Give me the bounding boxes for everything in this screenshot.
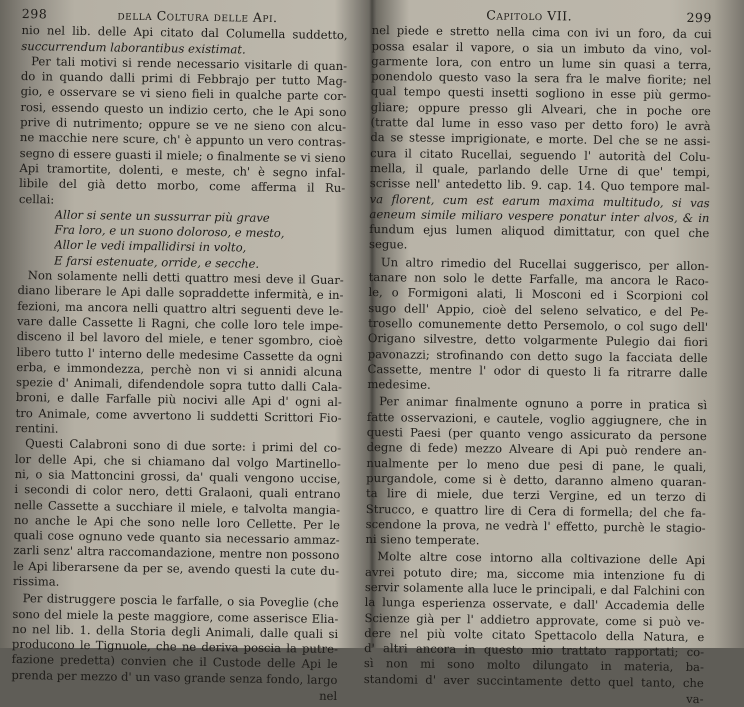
- text-line: garmente lora, con entro un lume sin quasi a terra,: [371, 53, 712, 73]
- text-line: questi Paesi (per quanto vengo assicurato da persone: [366, 424, 707, 444]
- running-head-title: della Coltura delle Api.: [117, 7, 278, 26]
- verse-quotation: [54, 207, 345, 273]
- running-head: [372, 6, 712, 25]
- paragraph: [365, 394, 707, 551]
- paragraph: [364, 549, 706, 691]
- text-line: fatte osservazioni, e cautele, voglio aggiugnere, che in: [366, 409, 708, 428]
- text-line: fazione predetta) convien che il Custode delle Api le: [11, 652, 338, 672]
- text-line: no nel lib. 1. della Storia degli Animali, dalle quali si: [12, 621, 339, 641]
- text-line: cellai:: [18, 191, 55, 207]
- verse-line: Allor si sente un sussurrar più grave: [54, 207, 270, 225]
- text-line: sono del miele la peste maggiore, come asserisce Elia-: [12, 606, 339, 626]
- text-line: vare dalle Cassette li Ragni, che colle loro tele impe-: [16, 313, 344, 334]
- text-line: ni, o sia Mattoncini grossi, da' quali vengono uccise,: [14, 466, 341, 486]
- text-line: tanare non solo le dette Farfalle, ma ancora le Raco-: [368, 270, 709, 289]
- text-line: rentini.: [15, 420, 59, 436]
- catchword: nel: [319, 688, 338, 704]
- text-line: trosello comunemente detto Persemolo, o col sugo dell': [368, 315, 709, 335]
- text-line: libero tutto l' interno delle medesime Cassette da ogni: [16, 344, 343, 364]
- text-line: nelle Cassette a succhiare il miele, e talvolta mangia-: [14, 497, 341, 517]
- text-line: Scienze già per l' addietro approvate, come si può ve-: [364, 610, 705, 629]
- text-line: Cassette, mentre l' odor di questo li fa ritrarre dalle: [367, 361, 708, 380]
- text-line: libile del già detto morbo, come afferma il Ru-: [19, 176, 346, 196]
- text-line: va florent, cum est earum maxima multitudo, si vas: [369, 191, 710, 210]
- text-line: le Api liberarsene da per se, avendo questi la cute du-: [13, 558, 340, 578]
- text-line: ne macchie nere scure, ch' è appunto un vero contras-: [19, 130, 347, 150]
- text-line: spezie d' Animali, difendendole sopra tutto dalli Cala-: [15, 375, 343, 395]
- text-line: (tratte dal lume in esso vaso per detto foro) le avrà: [370, 115, 711, 134]
- text-line: Un altro rimedio del Rucellai suggerisco, per allon-: [380, 254, 709, 273]
- text-line: d' altri ancora in questo mio trattato rapportati; co-: [364, 641, 705, 660]
- text-line: prive di nutrimento; oppure se ve ne sieno con alcu-: [20, 115, 347, 135]
- text-line: ni sieno temperate.: [365, 532, 480, 548]
- text-line: standomi d' aver succintamente detto quel tanto, che: [363, 671, 704, 690]
- text-line: gliare; oppure presso gli Alveari, che in poche ore: [370, 99, 711, 118]
- text-line: segno di essere guasti il miele; o finalmente se vi sieno: [19, 145, 346, 165]
- text-line: broni, e dalle Farfalle più nocivi alle Api d' ogni al-: [15, 390, 342, 410]
- text-line: aeneum simile miliaro vespere ponatur inter alvos, & in: [369, 206, 710, 225]
- text-line: segue.: [369, 237, 408, 252]
- text-line: prenda per mezzo d' un vaso grande senza fondo, largo: [11, 667, 338, 687]
- right-page: [363, 6, 712, 707]
- verse-line: E farsi estenuate, orride, e secche.: [53, 253, 260, 271]
- text-line: sugo dell' Appio, cioè del seleno selvatico, e del Pe-: [368, 300, 709, 319]
- text-line: da se stesse imprigionate, e morte. Del che se ne assi-: [370, 130, 711, 149]
- text-line: dere nel più volte citato Spettacolo della Natura, e: [364, 625, 705, 644]
- text-line: cura il citato Rucellai, seguendo l' autorità del Colu-: [370, 145, 711, 164]
- text-line: Per animar finalmente ognuno a porre in pratica sì: [379, 394, 708, 413]
- paragraph: [21, 23, 347, 59]
- running-head-title: Capitolo VII.: [486, 7, 573, 24]
- text-line: disceno il bel lavoro del miele, e tener sgombro, cioè: [16, 329, 343, 349]
- page-number: 299: [686, 9, 712, 26]
- text-line: nel piede e stretto nella cima con ivi un foro, da cui: [371, 23, 712, 42]
- verse-line: Fra loro, e un suono doloroso, e mesto,: [54, 222, 285, 241]
- text-line: zarli senz' altra raccomandazione, mentre non possono: [13, 543, 340, 563]
- text-line: gio, e osservare se vi sieno fieli in qualche parte cor-: [20, 84, 347, 104]
- text-line: le, o Formigoni alati, li Mosconi ed i Scorpioni col: [368, 285, 709, 304]
- text-line: diano liberare le Api dalle sopraddette infermità, e in-: [17, 283, 344, 303]
- text-line: producono le Tignuole, che ne deriva poscia la putre-: [11, 637, 339, 657]
- text-line: lor delle Api, che si chiamano dal volgo Martinello-: [14, 451, 341, 471]
- paragraph: [11, 591, 338, 688]
- text-line: sì non mi sono molto dilungato in materia, ba-: [363, 656, 705, 675]
- text-line: nualmente per lo meno due pesi di pane, le quali,: [366, 455, 707, 474]
- page-number: 298: [21, 6, 48, 22]
- text-line: i secondi di color nero, detti Gralaoni, quali entrano: [14, 482, 341, 502]
- left-page: [11, 6, 348, 704]
- text-line: fundum ejus lumen aliquod dimittatur, con quel che: [369, 222, 710, 241]
- text-line: rosi, essendo questo un indizio certo, che le Api sono: [20, 99, 347, 119]
- text-line: ponendolo questo vaso la sera fra le malve fiorite; nel: [371, 69, 712, 88]
- paragraph: [369, 23, 712, 257]
- text-line: Molte altre cose intorno alla coltivazione delle Api: [377, 549, 706, 568]
- text-line: ta lire di miele, due terzi Vergine, ed un terzo di: [365, 486, 707, 505]
- paragraph: [15, 268, 344, 441]
- text-line: la lunga esperienza osservate, e dall' Accademia delle: [364, 595, 705, 614]
- text-line: succurrendum laborantibus existimat.: [21, 38, 246, 57]
- text-line: servir solamente alla luce le principali, e dal Falchini con: [364, 579, 705, 599]
- text-line: mella, il quale, parlando delle Urne di que' tempi,: [369, 160, 711, 180]
- text-line: fezioni, ma ancora nelli quattro altri seguenti deve le-: [17, 298, 344, 318]
- text-line: Questi Calabroni sono di due sorte: i primi del co-: [25, 436, 342, 456]
- text-line: pavonazzi; strofinando con detto sugo la facciata delle: [367, 346, 708, 365]
- text-line: Non solamente nelli detti quattro mesi deve il Guar-: [27, 268, 344, 288]
- text-line: nio nel lib. delle Api citato dal Columella suddetto,: [21, 23, 348, 43]
- verse-line: Allor le vedi impallidirsi in volto,: [54, 237, 247, 256]
- text-line: Api tramortite, dolenti, e meste, ch' è segno infal-: [19, 160, 346, 181]
- text-line: qual tempo questi insetti sogliono in esse più germo-: [370, 84, 712, 103]
- text-line: Per distruggere poscia le farfalle, o sia Poveglie (che: [22, 591, 339, 611]
- text-line: scrisse nell' antedetto lib. 9. cap. 14. Quo tempore mal-: [369, 176, 710, 195]
- text-line: Origano silvestre, detto volgarmente Pulegio dai fiori: [367, 331, 709, 350]
- text-line: Per tali motivi si rende necessario visitarle di quan-: [31, 54, 348, 74]
- text-line: Strucco, e quattro lire di Cera di formella; del che fa-: [365, 501, 706, 520]
- paragraph: [19, 54, 347, 212]
- text-line: scendone la prova, ne vedrà l' effetto, purchè le stagio-: [365, 516, 706, 535]
- text-line: erba, e immondezza, perchè non vi si annidi alcuna: [16, 359, 343, 379]
- text-line: degne di fede) mezzo Alveare di Api può rendere an-: [366, 440, 707, 459]
- text-line: avrei potuto dire; ma, siccome mia intenzione fu di: [365, 564, 706, 583]
- text-line: quali cose ognuno vede quanto sia necessario ammaz-: [13, 528, 340, 548]
- text-line: rissima.: [12, 573, 60, 589]
- text-line: possa esalar il vapore, o sia un imbuto da vino, vol-: [371, 38, 712, 57]
- paragraph: [367, 255, 709, 397]
- text-line: tro Animale, come avvertono li suddetti Scrittori Fio-: [15, 405, 342, 425]
- text-line: do in quando dalli primi di Febbrajo per tutto Mag-: [20, 69, 347, 89]
- text-line: purgandole, come si è detto, daranno almeno quaran-: [366, 470, 707, 490]
- paragraph: [13, 436, 341, 594]
- text-line: no anche le Api che sono nelle loro Cellette. Per le: [13, 512, 340, 532]
- catchword: va-: [686, 691, 704, 707]
- text-line: medesime.: [367, 377, 431, 392]
